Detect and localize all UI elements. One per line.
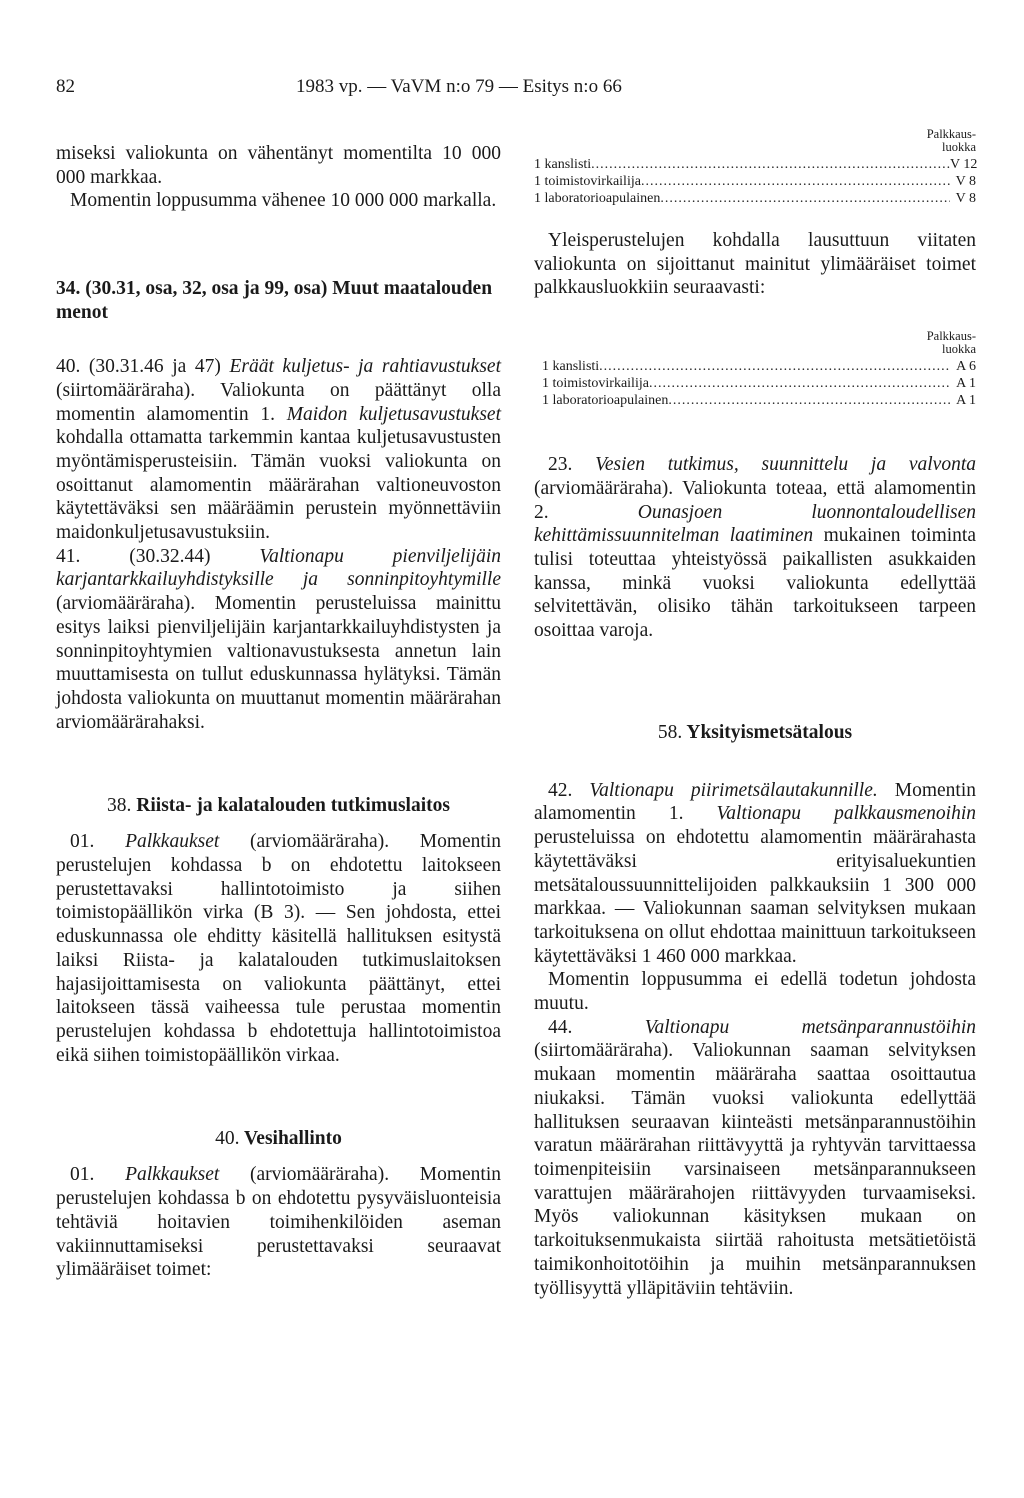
heading-58-number: 58. [657, 721, 683, 743]
salary-row-name: 1 toimistovirkailija [534, 174, 641, 189]
item-23-lead: 23. [548, 454, 596, 476]
item-40-01-text: (arviomääräraha). Momentin perustelujen kohdassa b on ehdotettu pysyväisluonteisia tehtäviä hoitavien toimihenkilöiden aseman vakiinnuttamiseksi perustettavaksi seuraavat ylimääräiset toimet: [56, 1164, 502, 1281]
salary-row-grade: A 1 [956, 393, 976, 409]
heading-38-text: Riista- ja kalatalouden tutkimuslaitos [136, 795, 450, 817]
heading-58 [534, 721, 976, 745]
item-41-lead: 41. (30.32.44) [56, 545, 260, 567]
section-44 [534, 1016, 976, 1300]
salary-row-grade: A 6 [956, 359, 976, 375]
item-23-italic: Ounasjoen luonnontaloudellisen kehittämissuunnitelman laatiminen [534, 501, 976, 547]
section-40-maatalous [56, 355, 501, 545]
paragraph-loppusumma-58: Momentin loppusumma ei edellä todetun johdosta muutu. [534, 969, 976, 1015]
heading-34-text: (30.31, osa, 32, osa ja 99, osa) Muut maatalouden menot [56, 278, 493, 324]
salary-table-1 [534, 128, 976, 207]
salary-row-name: 1 kanslisti [534, 157, 592, 172]
heading-38 [56, 794, 501, 818]
salary-row-grade: A 1 [956, 376, 976, 392]
section-38-01 [56, 830, 501, 1067]
item-44-lead: 44. [548, 1016, 645, 1038]
salary-table-2-header: Palkkaus- luokka [926, 329, 976, 357]
item-42-text-c: perusteluissa on ehdotettu alamomentin määrärahasta käytettäväksi erityisaluekuntien metsätaloussuunnittelijoiden palkkauksiin 1 300 000 markkaa. — Valiokunnan saaman selvityksen mukaan tarkoituksena on ollut ehdottaa mainittuun tarkoitukseen käytettäväksi 1 460 000 markkaa. [534, 827, 976, 967]
paragraph-continuation: miseksi valiokunta on vähentänyt momentilta 10 000 000 markkaa. [56, 143, 501, 188]
salary-row [542, 392, 976, 409]
heading-40-number: 40. [215, 1128, 240, 1150]
item-40-text-c: kohdalla ottamatta tarkemmin kantaa kuljetusavustusten myöntämisperusteisiin. Tämän vuoksi valiokunta on osoittanut alamomentin määrärahan valtioneuvoston käytettäväksi sen määräämin perustein myönnettäviin maidonkuljetusavustuksiin. [56, 427, 501, 544]
heading-34-number: 34. [56, 278, 81, 300]
right-column [534, 127, 978, 1300]
salary-row-grade: V 8 [955, 191, 976, 206]
item-23-text-a: (arviomääräraha). Valiokunta toteaa, että alamomentin 2. [534, 477, 976, 523]
item-42-italic: Valtionapu palkkausmenoihin [716, 803, 976, 825]
item-42-text-a: Momentin alamomentin 1. [534, 779, 976, 825]
left-column [56, 142, 501, 1282]
item-38-01-title: Palkkaukset [125, 831, 220, 853]
section-23 [534, 453, 976, 643]
heading-58-text: Yksityismetsätalous [686, 721, 853, 743]
paragraph-yleisperustelut: Yleisperustelujen kohdalla lausuttuun viitaten valiokunta on sijoittanut mainitut ylimääräiset toimet palkkausluokkiin seuraavasti: [534, 230, 976, 299]
heading-40-vesihallinto [56, 1127, 501, 1151]
salary-row-name: 1 toimistovirkailija [542, 376, 649, 392]
paragraph-loppusumma: Momentin loppusumma vähenee 10 000 000 markalla. [70, 190, 497, 212]
salary-row-name: 1 kanslisti [542, 359, 600, 375]
salary-row-grade: V 12 [950, 157, 978, 172]
item-41-text: (arviomääräraha). Momentin perusteluissa mainittu esitys laiksi pienviljelijäin karjantarkkailuyhdistysten ja sonninpitoyhtymien valtionavustuksesta annetun lain muuttamisesta on tullut eduskunnassa hylätyksi. Tämän johdosta valiokunta on muuttanut momentin määrärahan arviomäärärahaksi. [56, 593, 501, 733]
item-41-title: Valtionapu pienviljelijäin karjantarkkailuyhdistyksille ja sonninpitoyhtymille [56, 545, 501, 591]
item-40-title: Eräät kuljetus- ja rahtiavustukset [229, 356, 502, 378]
salary-row [534, 190, 976, 207]
item-42-title: Valtionapu piirimetsälautakunnille. [589, 779, 878, 801]
page-number: 82 [56, 76, 75, 97]
item-23-text-c: mukainen toiminta tulisi toteuttaa yhteistyössä paikallisten asukkaiden kanssa, minkä vuoksi valiokunta edellyttää selvitettävän, olisiko tähän tarkoitukseen tarpeen osoittaa varoja. [534, 525, 977, 642]
item-44-title: Valtionapu metsänparannustöihin [644, 1016, 976, 1038]
item-40-text-a: (siirtomääräraha). Valiokunta on päättänyt olla momentin alamomentin 1. [56, 379, 501, 425]
item-40-01-lead: 01. [70, 1164, 126, 1186]
item-44-text: (siirtomääräraha). Valiokunnan saaman selvityksen mukaan momentin määräraha saattaa osoittautua niukaksi. Tämän vuoksi valiokunta edellyttää hallituksen seuraavan kiinteästi metsänparannustöihin varatun määrärahan riittävyyttä ja ryhtyvän tarvittaessa toimenpiteisiin varsinaiseen metsänparannukseen varattujen määrärahojen riittävyyden turvaamiseksi. Myös valiokunnan käsityksen mukaan on tarkoituksenmukaista siirtää rahoitusta metsätietöistä taimikonhoitotöihin ja muihin metsänparannuksen työllisyyttä ylläpitäviin tehtäviin. [534, 1040, 976, 1299]
section-41 [56, 545, 501, 735]
item-40-01-title: Palkkaukset [125, 1164, 220, 1186]
item-38-01-text: (arviomääräraha). Momentin perustelujen kohdassa b on ehdotettu laitokseen perustettavaksi hallintotoimisto ja siihen toimistopäällikön virka (B 3). — Sen johdosta, ettei eduskunnassa ole ehditty käsitellä hallituksen esitystä laiksi Riista- ja kalatalouden tutkimuslaitoksen hajasijoittamisesta on valiokunta päättänyt, ettei laitokseen tässä vaiheessa tule perustaa momentin perustelujen kohdassa b ehdotettuja hallintotoimistoa eikä siihen toimistopäällikön virkaa. [56, 831, 502, 1066]
salary-row-name: 1 laboratorioapulainen [534, 191, 661, 206]
item-40-italic: Maidon kuljetusavustukset [286, 403, 501, 425]
salary-row-name: 1 laboratorioapulainen [542, 393, 669, 409]
heading-34 [56, 277, 501, 325]
item-38-01-lead: 01. [70, 831, 126, 853]
salary-table-1-header: Palkkaus- luokka [926, 127, 976, 154]
salary-row-grade: V 8 [955, 174, 976, 189]
item-42-lead: 42. [548, 779, 590, 801]
item-23-title: Vesien tutkimus, suunnittelu ja valvonta [595, 454, 977, 476]
section-40-01 [56, 1163, 501, 1282]
salary-row [534, 173, 976, 190]
running-title: 1983 vp. — VaVM n:o 79 — Esitys n:o 66 [296, 76, 622, 97]
salary-row [534, 156, 976, 173]
salary-row [542, 358, 976, 375]
salary-table-2 [534, 330, 976, 409]
section-42 [534, 779, 976, 969]
page-header [56, 76, 976, 106]
salary-row [542, 375, 976, 392]
heading-38-number: 38. [107, 795, 132, 817]
heading-40-text: Vesihallinto [244, 1128, 342, 1150]
item-40-lead: 40. (30.31.46 ja 47) [56, 356, 230, 378]
